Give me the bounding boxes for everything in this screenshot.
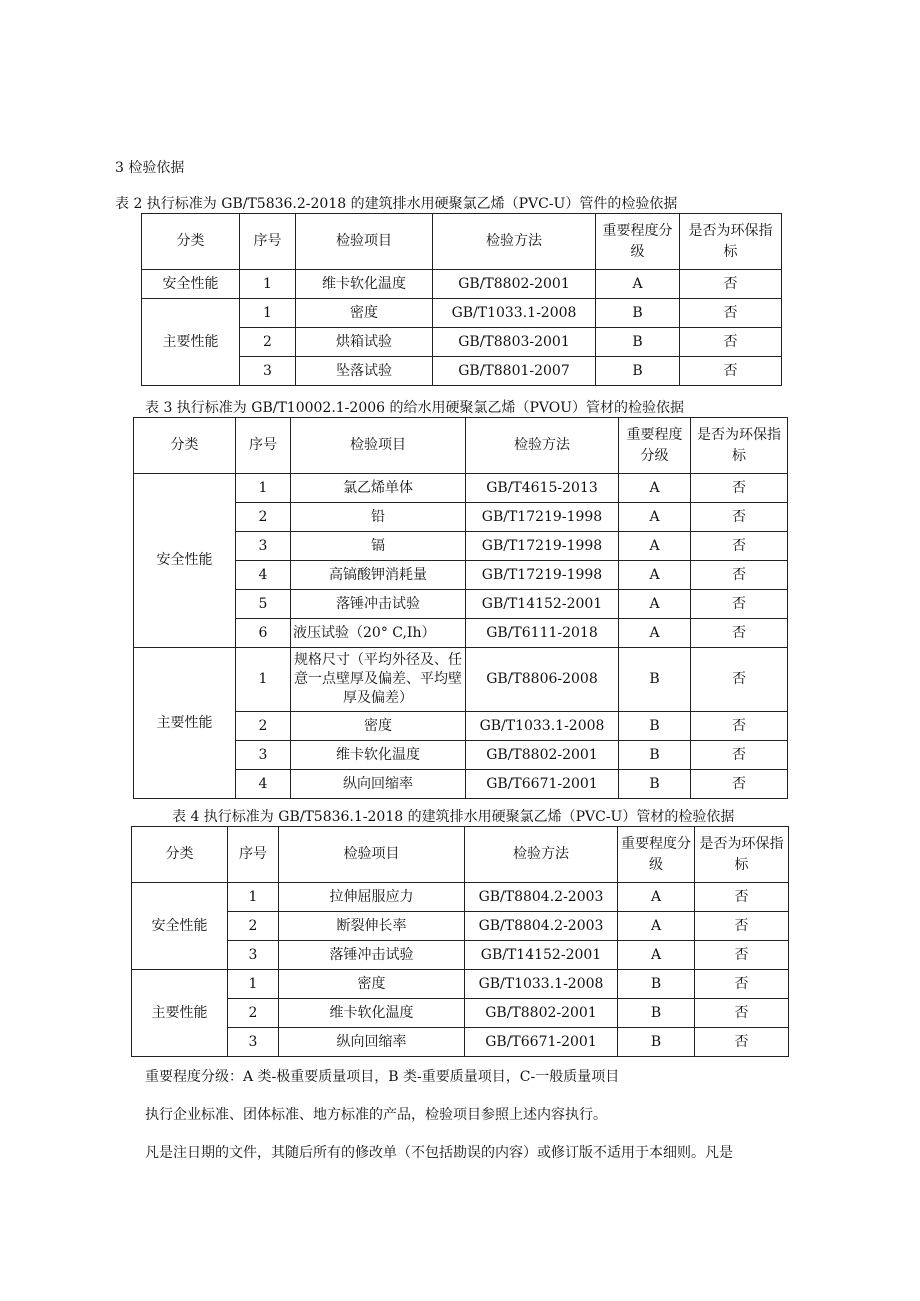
header-grade: 重要程度分级 xyxy=(618,827,695,883)
header-grade: 重要程度分级 xyxy=(596,214,680,270)
seq-cell: 3 xyxy=(236,532,291,561)
table-row xyxy=(132,941,789,970)
item-cell: 维卡软化温度 xyxy=(279,999,465,1028)
section-title: 3 检验依据 xyxy=(115,160,185,176)
seq-cell: 1 xyxy=(228,883,279,912)
env-cell: 否 xyxy=(691,712,788,741)
grade-cell: B xyxy=(618,999,695,1028)
method-cell: GB/T8803-2001 xyxy=(433,328,596,357)
grade-cell: B xyxy=(618,970,695,999)
seq-cell: 2 xyxy=(236,503,291,532)
header-category: 分类 xyxy=(134,418,236,474)
env-cell: 否 xyxy=(691,770,788,799)
item-cell: 断裂伸长率 xyxy=(279,912,465,941)
seq-cell: 3 xyxy=(228,941,279,970)
header-env: 是否为环保指标 xyxy=(680,214,782,270)
dated-note: 凡是注日期的文件，其随后所有的修改单（不包括勘误的内容）或修订版不适用于本细则。凡是 xyxy=(145,1145,733,1161)
table-row xyxy=(132,1028,789,1057)
env-cell: 否 xyxy=(695,999,789,1028)
item-cell: 氯乙烯单体 xyxy=(291,474,466,503)
method-cell: GB/T6671-2001 xyxy=(466,770,619,799)
category-cell: 主要性能 xyxy=(142,299,240,386)
header-item: 检验项目 xyxy=(296,214,433,270)
env-cell: 否 xyxy=(680,357,782,386)
item-cell: 铅 xyxy=(291,503,466,532)
item-cell: 维卡软化温度 xyxy=(291,741,466,770)
env-cell: 否 xyxy=(680,299,782,328)
category-cell: 主要性能 xyxy=(132,970,228,1057)
table-row xyxy=(132,970,789,999)
item-cell: 烘箱试验 xyxy=(296,328,433,357)
item-cell: 镉 xyxy=(291,532,466,561)
header-env: 是否为环保指标 xyxy=(691,418,788,474)
env-cell: 否 xyxy=(695,1028,789,1057)
grade-cell: A xyxy=(619,474,691,503)
table-row xyxy=(132,912,789,941)
env-cell: 否 xyxy=(691,561,788,590)
method-cell: GB/T8806-2008 xyxy=(466,648,619,712)
env-cell: 否 xyxy=(691,532,788,561)
grade-cell: A xyxy=(596,270,680,299)
header-method: 检验方法 xyxy=(465,827,618,883)
seq-cell: 1 xyxy=(240,299,296,328)
method-cell: GB/T1033.1-2008 xyxy=(466,712,619,741)
item-cell: 纵向回缩率 xyxy=(279,1028,465,1057)
grade-cell: B xyxy=(619,648,691,712)
method-cell: GB/T6111-2018 xyxy=(466,619,619,648)
table-row xyxy=(132,883,789,912)
grade-cell: A xyxy=(619,503,691,532)
seq-cell: 4 xyxy=(236,770,291,799)
grade-cell: B xyxy=(619,741,691,770)
item-cell: 拉伸屈服应力 xyxy=(279,883,465,912)
table4-caption: 表 4 执行标准为 GB/T5836.1-2018 的建筑排水用硬聚氯乙烯（PVC-U）管材的检验依据 xyxy=(172,809,735,825)
seq-cell: 2 xyxy=(236,712,291,741)
env-cell: 否 xyxy=(691,619,788,648)
grade-cell: B xyxy=(596,357,680,386)
method-cell: GB/T14152-2001 xyxy=(466,590,619,619)
grade-cell: B xyxy=(619,712,691,741)
method-cell: GB/T8801-2007 xyxy=(433,357,596,386)
header-grade: 重要程度分级 xyxy=(619,418,691,474)
method-cell: GB/T4615-2013 xyxy=(466,474,619,503)
grade-note: 重要程度分级：A 类-极重要质量项目，B 类-重要质量项目，C-一般质量项目 xyxy=(145,1069,620,1085)
seq-cell: 3 xyxy=(228,1028,279,1057)
grade-cell: A xyxy=(618,883,695,912)
table-row xyxy=(134,648,788,712)
header-method: 检验方法 xyxy=(466,418,619,474)
table-row xyxy=(142,299,782,328)
header-seq: 序号 xyxy=(240,214,296,270)
env-cell: 否 xyxy=(691,474,788,503)
method-cell: GB/T17219-1998 xyxy=(466,532,619,561)
env-cell: 否 xyxy=(680,270,782,299)
seq-cell: 3 xyxy=(236,741,291,770)
grade-cell: B xyxy=(596,328,680,357)
env-cell: 否 xyxy=(691,503,788,532)
header-category: 分类 xyxy=(142,214,240,270)
category-cell: 安全性能 xyxy=(134,474,236,648)
seq-cell: 2 xyxy=(240,328,296,357)
env-cell: 否 xyxy=(695,912,789,941)
table3-header-row xyxy=(134,418,788,474)
env-cell: 否 xyxy=(680,328,782,357)
grade-cell: B xyxy=(619,770,691,799)
grade-cell: A xyxy=(619,619,691,648)
item-cell: 坠落试验 xyxy=(296,357,433,386)
method-cell: GB/T1033.1-2008 xyxy=(465,970,618,999)
method-cell: GB/T17219-1998 xyxy=(466,503,619,532)
method-cell: GB/T8804.2-2003 xyxy=(465,883,618,912)
grade-cell: A xyxy=(618,941,695,970)
header-seq: 序号 xyxy=(228,827,279,883)
env-cell: 否 xyxy=(691,590,788,619)
item-cell: 维卡软化温度 xyxy=(296,270,433,299)
grade-cell: A xyxy=(619,532,691,561)
seq-cell: 1 xyxy=(236,474,291,503)
item-cell: 密度 xyxy=(291,712,466,741)
method-cell: GB/T8802-2001 xyxy=(466,741,619,770)
item-cell: 密度 xyxy=(279,970,465,999)
grade-cell: B xyxy=(596,299,680,328)
method-cell: GB/T17219-1998 xyxy=(466,561,619,590)
method-cell: GB/T8804.2-2003 xyxy=(465,912,618,941)
seq-cell: 4 xyxy=(236,561,291,590)
seq-cell: 6 xyxy=(236,619,291,648)
table2-header-row xyxy=(142,214,782,270)
method-cell: GB/T6671-2001 xyxy=(465,1028,618,1057)
grade-cell: A xyxy=(618,912,695,941)
header-method: 检验方法 xyxy=(433,214,596,270)
enterprise-note: 执行企业标准、团体标准、地方标准的产品，检验项目参照上述内容执行。 xyxy=(145,1107,607,1123)
header-item: 检验项目 xyxy=(291,418,466,474)
method-cell: GB/T8802-2001 xyxy=(433,270,596,299)
env-cell: 否 xyxy=(691,741,788,770)
method-cell: GB/T14152-2001 xyxy=(465,941,618,970)
item-cell: 规格尺寸（平均外径及、任意一点壁厚及偏差、平均壁厚及偏差） xyxy=(291,648,466,712)
table2-caption: 表 2 执行标准为 GB/T5836.2-2018 的建筑排水用硬聚氯乙烯（PVC-U）管件的检验依据 xyxy=(115,196,678,212)
header-item: 检验项目 xyxy=(279,827,465,883)
seq-cell: 2 xyxy=(228,999,279,1028)
grade-cell: B xyxy=(618,1028,695,1057)
item-cell: 纵向回缩率 xyxy=(291,770,466,799)
table-row xyxy=(142,270,782,299)
table2 xyxy=(141,213,782,386)
grade-cell: A xyxy=(619,561,691,590)
method-cell: GB/T8802-2001 xyxy=(465,999,618,1028)
grade-cell: A xyxy=(619,590,691,619)
env-cell: 否 xyxy=(695,883,789,912)
item-cell: 高镐酸钾消耗量 xyxy=(291,561,466,590)
category-cell: 安全性能 xyxy=(132,883,228,970)
table3 xyxy=(133,417,788,799)
header-category: 分类 xyxy=(132,827,228,883)
item-cell: 液压试验（20° C,Ih） xyxy=(291,619,466,648)
seq-cell: 2 xyxy=(228,912,279,941)
env-cell: 否 xyxy=(695,941,789,970)
category-cell: 安全性能 xyxy=(142,270,240,299)
table-row xyxy=(132,999,789,1028)
seq-cell: 1 xyxy=(236,648,291,712)
item-cell: 密度 xyxy=(296,299,433,328)
header-env: 是否为环保指标 xyxy=(695,827,789,883)
category-cell: 主要性能 xyxy=(134,648,236,799)
seq-cell: 1 xyxy=(240,270,296,299)
header-seq: 序号 xyxy=(236,418,291,474)
method-cell: GB/T1033.1-2008 xyxy=(433,299,596,328)
table4 xyxy=(131,826,789,1057)
env-cell: 否 xyxy=(691,648,788,712)
table3-caption: 表 3 执行标准为 GB/T10002.1-2006 的给水用硬聚氯乙烯（PVOU）管材的检验依据 xyxy=(145,400,685,416)
seq-cell: 3 xyxy=(240,357,296,386)
item-cell: 落锤冲击试验 xyxy=(279,941,465,970)
seq-cell: 5 xyxy=(236,590,291,619)
seq-cell: 1 xyxy=(228,970,279,999)
item-cell: 落锤冲击试验 xyxy=(291,590,466,619)
table-row xyxy=(134,474,788,503)
env-cell: 否 xyxy=(695,970,789,999)
table4-header-row xyxy=(132,827,789,883)
